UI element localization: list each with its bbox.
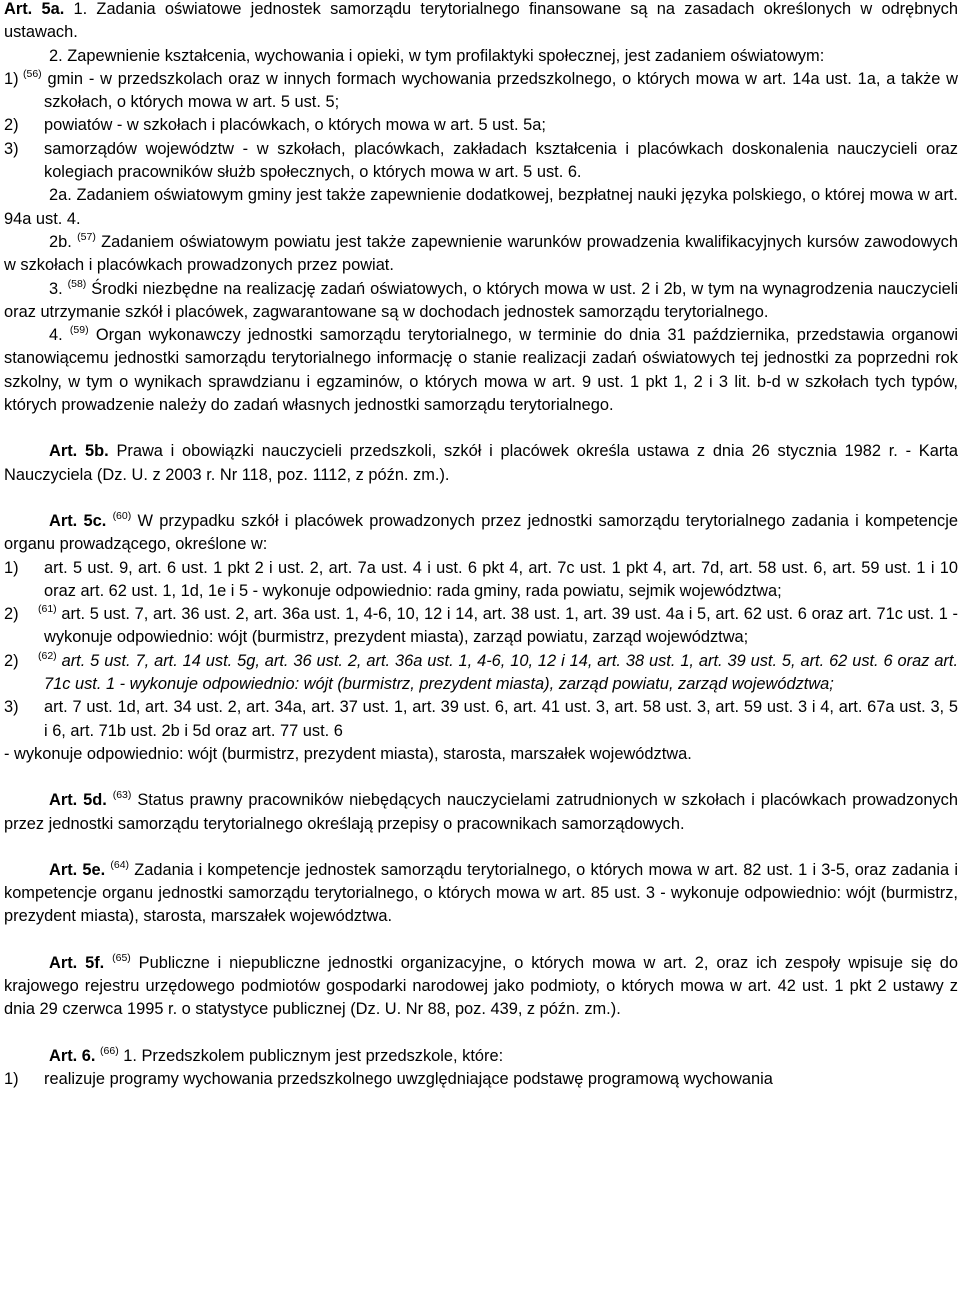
art-5b <box>4 440 958 487</box>
art-5a-paragraph-3 <box>4 278 958 325</box>
art-6 <box>4 1045 958 1068</box>
art-6-text: 1. Przedszkolem publicznym jest przedszkole, które: <box>123 1046 504 1065</box>
paragraph-text: Zadaniem oświatowym powiatu jest także zapewnienie warunków prowadzenia kwalifikacyjnych kursów zawodowych w szkołach i placówkach prowadzonych przez powiat. <box>4 232 958 275</box>
art-5e <box>4 859 958 929</box>
art-5a-heading: Art. 5a. <box>4 0 65 18</box>
list-number: 1) <box>4 1069 19 1088</box>
list-number: 2) <box>4 116 19 135</box>
art-5d-heading: Art. 5d. <box>49 791 107 810</box>
footnote-ref: (61) <box>38 603 57 616</box>
list-text: art. 5 ust. 9, art. 6 ust. 1 pkt 2 i ust. 2, art. 7a ust. 4 i ust. 6 pkt 4, art. 7c ust. 1 pkt 4, art. 7d, art. 58 ust. 6, art. 59 ust. 1 i 10 oraz art. 62 ust. 1, 1d, 1e i 5 - wykonuje odpowiednio: rada gminy, rada powiatu, sejmik województwa; <box>44 558 958 600</box>
footnote-ref: (65) <box>112 951 131 964</box>
list-text: art. 5 ust. 7, art. 36 ust. 2, art. 36a ust. 1, 4-6, 10, 12 i 14, art. 38 ust. 1, art. 39 ust. 4a i 5, art. 62 ust. 6 oraz art. 71c ust. 1 - wykonuje odpowiednio: wójt (burmistrz, prezydent miasta), zarząd powiatu, zarząd województwa; <box>44 605 958 647</box>
list-number: 2) <box>4 605 19 624</box>
list-number: 1) <box>4 69 19 88</box>
art-5a-paragraph-2b <box>4 231 958 278</box>
art-5a-paragraph-4 <box>4 324 958 417</box>
art-5c-text: W przypadku szkół i placówek prowadzonych przez jednostki samorządu terytorialnego zadania i kompetencje organu prowadzącego, określone w: <box>4 511 958 554</box>
art-6-heading: Art. 6. <box>49 1046 96 1065</box>
list-text: gmin - w przedszkolach oraz w innych formach wychowania przedszkolnego, o których mowa w art. 14a ust. 1a, a także w szkołach, o których mowa w art. 5 ust. 5; <box>44 69 958 112</box>
art-5e-heading: Art. 5e. <box>49 860 106 879</box>
art-5c-item-2 <box>4 603 958 650</box>
paragraph-text: Zadaniem oświatowym gminy jest także zapewnienie dodatkowej, bezpłatnej nauki języka polskiego, o której mowa w art. 94a ust. 4. <box>4 186 958 228</box>
list-text: realizuje programy wychowania przedszkolnego uwzględniające podstawę programową wychowania <box>44 1069 773 1088</box>
art-5c-tail <box>4 743 958 766</box>
art-5c <box>4 510 958 557</box>
paragraph-number: 2b. <box>49 232 72 251</box>
art-5a-paragraph-1 <box>4 0 958 45</box>
list-text: samorządów województw - w szkołach, placówkach, zakładach kształcenia i placówkach doskonalenia nauczycieli oraz kolegiach pracowników służb społecznych, o których mowa w art. 5 ust. 6. <box>44 139 958 182</box>
list-text: powiatów - w szkołach i placówkach, o których mowa w art. 5 ust. 5a; <box>44 116 546 135</box>
art-5b-heading: Art. 5b. <box>49 442 109 461</box>
paragraph-text: Organ wykonawczy jednostki samorządu terytorialnego, w terminie do dnia 31 października, przedstawia organowi stanowiącemu jednostki samorządu terytorialnego informację o stanie realizacji zadań oświatowych tej jednostki za poprzedni rok szkolny, w tym o wynikach sprawdzianu i egzaminów, o których mowa w art. 9 ust. 1 pkt 1, 2 i 3 lit. b-d w szkołach tych typów, których prowadzenie należy do zadań własnych jednostki samorządu terytorialnego. <box>4 326 959 415</box>
art-5f-text: Publiczne i niepubliczne jednostki organizacyjne, o których mowa w art. 2, oraz ich zespoły wpisuje się do krajowego rejestru urzędowego podmiotów gospodarki narodowej jako podmioty, o których mowa w art. 42 ust. 1 pkt 2 ustawy z dnia 29 czerwca 1995 r. o statystyce publicznej (Dz. U. Nr 88, poz. 439, z późn. zm.). <box>4 953 958 1019</box>
list-number: 3) <box>4 139 19 158</box>
art-5c-item-2-new-version <box>4 650 958 697</box>
list-text: art. 5 ust. 7, art. 14 ust. 5g, art. 36 ust. 2, art. 36a ust. 1, 4-6, 10, 12 i 14, art. 38 ust. 1, art. 39 ust. 5, art. 62 ust. 6 oraz art. 71c ust. 1 - wykonuje odpowiednio: wójt (burmistrz, prezydent miasta), zarząd powiatu, zarząd województwa; <box>44 651 958 694</box>
art-5f-heading: Art. 5f. <box>49 953 105 972</box>
art-6-item-1 <box>4 1068 958 1091</box>
footnote-ref: (63) <box>112 789 132 802</box>
art-5e-text: Zadania i kompetencje jednostek samorządu terytorialnego, o których mowa w art. 82 ust. 1 i 3-5, oraz zadania i kompetencje organu jednostki samorządu terytorialnego, o których mowa w art. 85 ust. 3 - wykonuje odpowiednio: wójt (burmistrz, prezydent miasta), starosta, marszałek województwa. <box>4 860 958 926</box>
list-text: art. 7 ust. 1d, art. 34 ust. 2, art. 34a, art. 37 ust. 1, art. 39 ust. 6, art. 41 ust. 3, art. 58 ust. 3, art. 59 ust. 3 i 4, art. 67a ust. 3, 5 i 6, art. 71b ust. 2b i 5d oraz art. 77 ust. 6 <box>44 698 958 740</box>
art-5a-ust-1-text: 1. Zadania oświatowe jednostek samorządu terytorialnego finansowane są na zasadach określonych w odrębnych ustawach. <box>4 0 958 42</box>
footnote-ref: (58) <box>67 277 87 290</box>
footnote-ref: (66) <box>100 1044 119 1057</box>
list-number: 1) <box>4 558 19 577</box>
paragraph-number: 2a. <box>49 186 72 205</box>
paragraph-number: 4. <box>49 326 63 345</box>
art-5c-heading: Art. 5c. <box>49 511 107 530</box>
document-page <box>4 0 958 1091</box>
art-5a-ust-2-text: 2. Zapewnienie kształcenia, wychowania i opieki, w tym profilaktyki społecznej, jest zadaniem oświatowym: <box>49 46 825 65</box>
art-5a-item-2 <box>4 114 958 137</box>
list-number: 3) <box>4 698 19 717</box>
footnote-ref: (60) <box>112 509 132 522</box>
art-5c-item-1 <box>4 557 958 604</box>
art-5d-text: Status prawny pracowników niebędących nauczycielami zatrudnionych w szkołach i placówkach prowadzonych przez jednostki samorządu terytorialnego określają przepisy o pracownikach samorządowych. <box>4 791 958 833</box>
paragraph-number: 3. <box>49 279 63 298</box>
art-5d <box>4 789 958 836</box>
art-5b-text: Prawa i obowiązki nauczycieli przedszkoli, szkół i placówek określa ustawa z dnia 26 stycznia 1982 r. - Karta Nauczyciela (Dz. U. z 2003 r. Nr 118, poz. 1112, z późn. zm.). <box>4 442 958 484</box>
footnote-ref: (56) <box>23 67 42 80</box>
list-number: 2) <box>4 651 19 670</box>
art-5a-item-1 <box>4 68 958 115</box>
art-5a-paragraph-2a <box>4 184 958 231</box>
art-5c-tail-text: - wykonuje odpowiednio: wójt (burmistrz, prezydent miasta), starosta, marszałek województwa. <box>4 744 692 763</box>
art-5f <box>4 952 958 1022</box>
footnote-ref: (57) <box>77 230 96 243</box>
art-5a-paragraph-2 <box>4 45 958 68</box>
footnote-ref: (64) <box>110 858 130 871</box>
footnote-ref: (59) <box>69 324 89 337</box>
art-5a-item-3 <box>4 138 958 185</box>
footnote-ref: (62) <box>38 649 57 662</box>
art-5c-item-3 <box>4 696 958 743</box>
paragraph-text: Środki niezbędne na realizację zadań oświatowych, o których mowa w ust. 2 i 2b, w tym na wynagrodzenia nauczycieli oraz utrzymanie szkół i placówek, zagwarantowane są w dochodach jednostek samorządu terytorialnego. <box>4 279 958 321</box>
